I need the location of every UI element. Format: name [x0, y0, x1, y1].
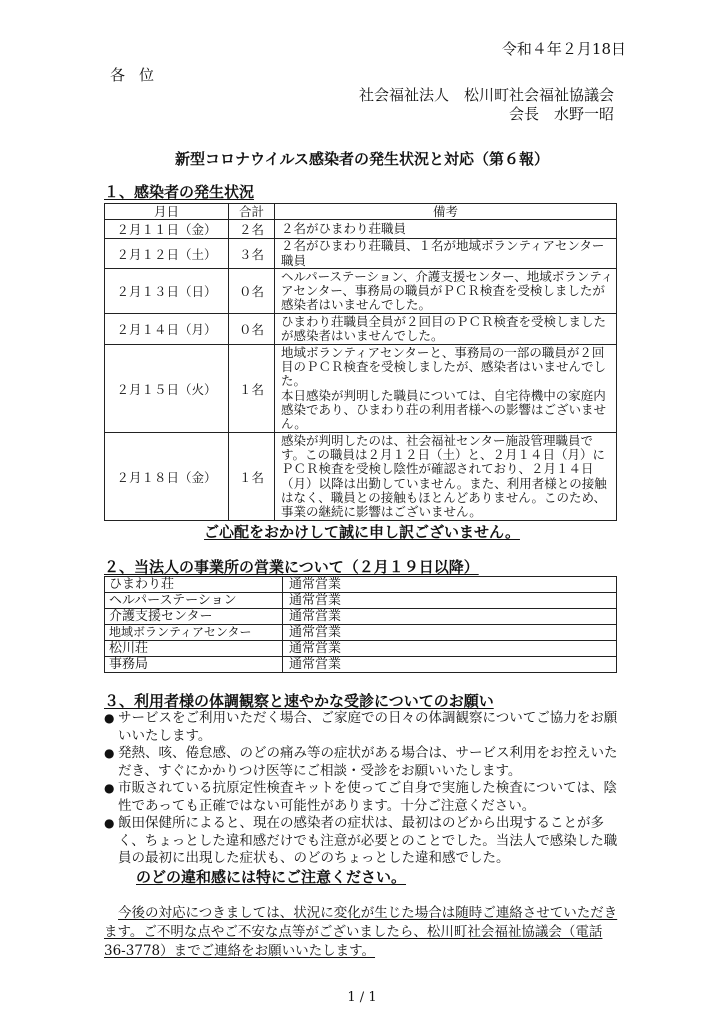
request-list: [104, 710, 624, 886]
row-date: ２月１４日（月）: [105, 314, 229, 345]
president-name: 会長 水野一昭: [508, 105, 614, 123]
request-text: 発熱、咳、倦怠感、のどの痛み等の症状がある場合は、サービス利用をお控えいただき、すぐにかかりつけ医等にご相談・受診をお願いいたします。: [118, 745, 618, 779]
document-title: 新型コロナウイルス感染者の発生状況と対応（第６報）: [174, 150, 550, 168]
list-item: [104, 780, 624, 815]
table-row: [105, 269, 617, 314]
table-header-row: [105, 204, 617, 220]
office-status-table: [104, 576, 617, 673]
row-date: ２月１８日（金）: [105, 433, 229, 521]
column-header-date: 月日: [105, 204, 229, 220]
table-row: [105, 345, 617, 433]
addressee: 各位: [110, 66, 169, 84]
row-count: １名: [229, 433, 275, 521]
office-status: 通常営業: [283, 657, 617, 673]
row-date: ２月１３日（日）: [105, 269, 229, 314]
row-note: ２名がひまわり荘職員、１名が地域ボランティアセンター職員: [275, 239, 617, 269]
table-row: [105, 314, 617, 345]
column-header-notes: 備考: [275, 204, 617, 220]
row-count: ０名: [229, 269, 275, 314]
row-count: １名: [229, 345, 275, 433]
column-header-total: 合計: [229, 204, 275, 220]
request-text: 飯田保健所によると、現在の感染者の症状は、最初はのどから出現することが多く、ちょっとした違和感だけでも注意が必要とのことでした。当法人で感染した職員の最初に出現した症状も、のどのちょっとした違和感でした。: [118, 815, 618, 866]
row-date: ２月１２日（土）: [105, 239, 229, 269]
infection-report-table: [104, 203, 617, 521]
row-count: ３名: [229, 239, 275, 269]
office-status: 通常営業: [283, 609, 617, 625]
table-row: [105, 625, 617, 641]
bullet-icon: ●: [104, 746, 115, 760]
row-date: ２月１５日（火）: [105, 345, 229, 433]
office-name: 介護支援センター: [105, 609, 283, 625]
office-name: ヘルパーステーション: [105, 593, 283, 609]
row-note-paragraph: 地域ボランティアセンターと、事務局の一部の職員が２回目のＰＣＲ検査を受検しましたが、感染者はいませんでした。: [281, 344, 607, 389]
table-row: [105, 239, 617, 269]
apology-message: ご心配をおかけして誠に申し訳ございません。: [204, 523, 520, 541]
list-item: [104, 815, 624, 868]
office-name: 事務局: [105, 657, 283, 673]
table-row: [105, 657, 617, 673]
office-status: 通常営業: [283, 577, 617, 593]
office-name: ひまわり荘: [105, 577, 283, 593]
row-note: 感染が判明したのは、社会福祉センター施設管理職員です。この職員は２月１２日（土）と、２月１４日（月）にＰＣＲ検査を受検し陰性が確認されており、２月１４日（月）以降は出勤していません。また、利用者様との接触はなく、職員との接触もほとんどありません。このため、事業の継続に影響はございません。: [275, 433, 617, 521]
bullet-icon: ●: [104, 711, 115, 725]
caution-message: のどの違和感には特にご注意ください。: [136, 867, 407, 886]
row-note: ２名がひまわり荘職員: [275, 220, 617, 239]
table-row: [105, 433, 617, 521]
row-note: [275, 345, 617, 433]
row-note: ひまわり荘職員全員が２回目のＰＣＲ検査を受検しましたが感染者はいませんでした。: [275, 314, 617, 345]
office-status: 通常営業: [283, 593, 617, 609]
row-note-paragraph: 本日感染が判明した職員については、自宅待機中の家庭内感染であり、ひまわり荘の利用者様への影響はございません。: [281, 387, 607, 431]
request-text: 市販されている抗原定性検査キットを使ってご自身で実施した検査については、陰性であっても正確ではない可能性があります。十分ご注意ください。: [118, 780, 617, 814]
section2-heading: ２、当法人の事業所の営業について（２月１９日以降）: [104, 558, 479, 576]
table-row: [105, 593, 617, 609]
section1-heading: １、感染者の発生状況: [104, 183, 255, 201]
closing-paragraph: 今後の対応につきましては、状況に変化が生じた場合は随時ご連絡させていただきます。ご不明な点やご不安な点等がございましたら、松川町社会福祉協議会（電話 36-3778）までご連絡をお願いいたします。: [104, 905, 618, 959]
bullet-icon: ●: [104, 816, 115, 830]
office-status: 通常営業: [283, 625, 617, 641]
row-date: ２月１１日（金）: [105, 220, 229, 239]
table-row: [105, 641, 617, 657]
row-note: ヘルパーステーション、介護支援センター、地域ボランティアセンター、事務局の職員がＰＣＲ検査を受検しましたが感染者はいませんでした。: [275, 269, 617, 314]
bullet-icon: ●: [104, 781, 115, 795]
page-number: 1 / 1: [347, 990, 377, 1005]
office-name: 松川荘: [105, 641, 283, 657]
section3-heading: ３、利用者様の体調観察と速やかな受診についてのお願い: [104, 692, 494, 710]
organization-name: 社会福祉法人 松川町社会福祉協議会: [358, 86, 614, 104]
request-text: サービスをご利用いただく場合、ご家庭での日々の体調観察についてご協力をお願いいたします。: [118, 710, 618, 744]
office-name: 地域ボランティアセンター: [105, 625, 283, 641]
table-row: [105, 609, 617, 625]
table-row: [105, 577, 617, 593]
row-count: ０名: [229, 314, 275, 345]
table-row: [105, 220, 617, 239]
office-status: 通常営業: [283, 641, 617, 657]
list-item: [104, 745, 624, 780]
row-count: ２名: [229, 220, 275, 239]
document-date: 令和４年２月18日: [501, 40, 626, 58]
list-item: [104, 710, 624, 745]
